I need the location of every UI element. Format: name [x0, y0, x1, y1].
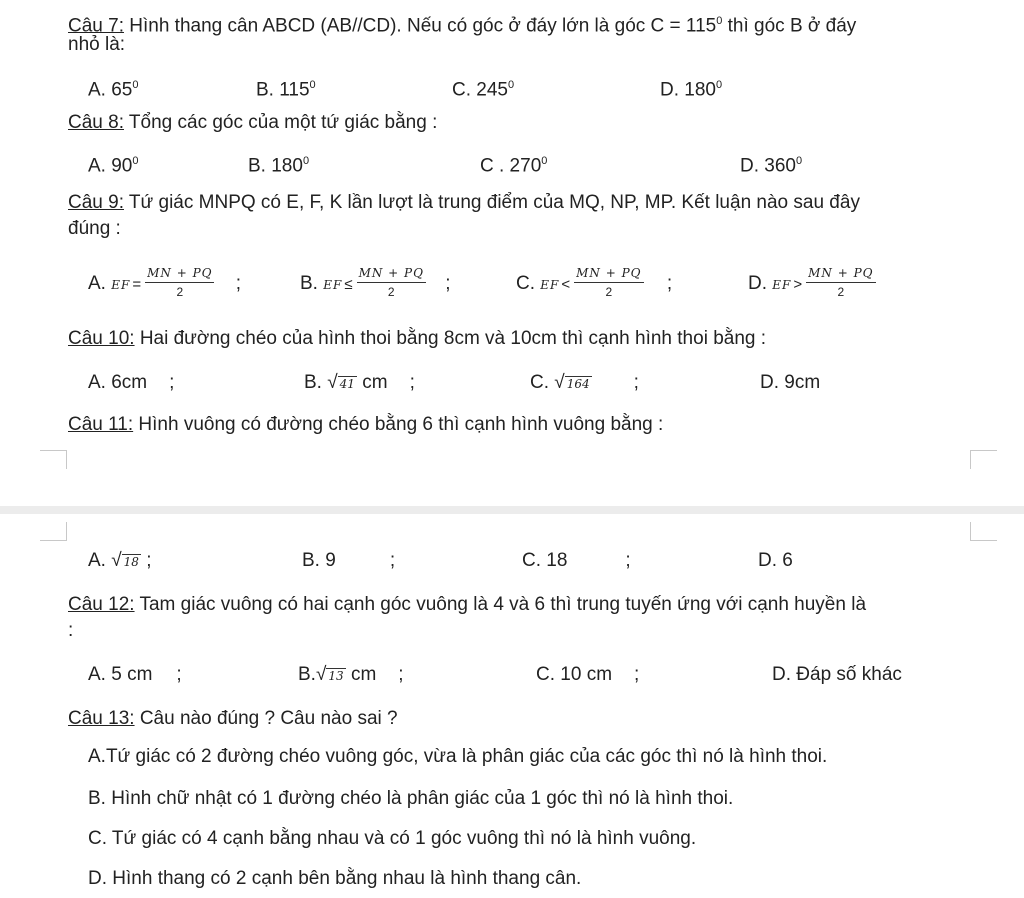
q12-option-b: B.√ 13 cm ;	[298, 664, 404, 685]
q9-option-a: A. EF = $\frac{MN + PQ}{2}$ ;	[88, 266, 242, 300]
question-11: Câu 11: Hình vuông có đường chéo bằng 6 thì cạnh hình vuông bằng :	[68, 414, 664, 435]
question-10-label: Câu 10:	[68, 328, 135, 349]
question-11-label: Câu 11:	[68, 414, 134, 435]
q11-option-c: C. 18 ;	[522, 550, 631, 571]
question-9-line-2: đúng :	[68, 218, 121, 239]
question-9-line-1: Câu 9: Tứ giác MNPQ có E, F, K lần lượt là trung điểm của MQ, NP, MP. Kết luận nào sau đây	[68, 192, 860, 213]
q13-statement-b: B. Hình chữ nhật có 1 đường chéo là phân giác của 1 góc thì nó là hình thoi.	[88, 788, 734, 809]
page-corner-mark	[970, 522, 997, 541]
q8-option-c: C . $270^0$	[480, 155, 548, 177]
q8-option-b: B. $180^0$	[248, 155, 310, 177]
question-13-label: Câu 13:	[68, 708, 135, 729]
q10-option-c: C. √ 164 ;	[530, 372, 639, 393]
q10-option-a: A. 6cm ;	[88, 372, 175, 393]
q8-option-a: A. $90^0$	[88, 155, 139, 177]
sqrt-41: √ 41	[327, 372, 355, 393]
question-10: Câu 10: Hai đường chéo của hình thoi bằng 8cm và 10cm thì cạnh hình thoi bằng :	[68, 328, 767, 349]
question-13: Câu 13: Câu nào đúng ? Câu nào sai ?	[68, 708, 398, 729]
q13-statement-a: A.Tứ giác có 2 đường chéo vuông góc, vừa là phân giác của các góc thì nó là hình thoi.	[88, 746, 828, 767]
question-12-label: Câu 12:	[68, 594, 135, 615]
page-corner-mark	[970, 450, 997, 469]
question-7-line-2: nhỏ là:	[68, 34, 126, 55]
question-8-label: Câu 8:	[68, 112, 124, 133]
q7-option-b: B. $115^0$	[256, 79, 316, 101]
sqrt-18: √ 18	[111, 550, 139, 571]
question-9-label: Câu 9:	[68, 192, 124, 213]
q12-option-a: A. 5 cm ;	[88, 664, 182, 685]
sqrt-164: √ 164	[554, 372, 590, 393]
q7-option-c: C. $245^0$	[452, 79, 515, 101]
q13-statement-d: D. Hình thang có 2 cạnh bên bằng nhau là hình thang cân.	[88, 868, 582, 889]
q8-option-d: D. $360^0$	[740, 155, 803, 177]
q7-option-d: D. $180^0$	[660, 79, 723, 101]
question-12-line-1: Câu 12: Tam giác vuông có hai cạnh góc vuông là 4 và 6 thì trung tuyến ứng với cạnh huyền là	[68, 594, 867, 615]
q10-option-b: B. √ 41 cm ;	[304, 372, 415, 393]
q11-option-d: D. 6	[758, 550, 793, 571]
page-corner-mark	[40, 450, 67, 469]
q13-statement-c: C. Tứ giác có 4 cạnh bằng nhau và có 1 góc vuông thì nó là hình vuông.	[88, 828, 697, 849]
question-7-line-1: Câu 7: Hình thang cân ABCD (AB//CD). Nếu có góc ở đáy lớn là góc $C = 115^0$ thì góc B ở đáy	[68, 15, 857, 37]
question-8: Câu 8: Tổng các góc của một tứ giác bằng :	[68, 112, 438, 133]
q9-option-c: C. EF < $\frac{MN + PQ}{2}$ ;	[516, 266, 673, 300]
page-separator	[0, 506, 1024, 514]
q9-option-d: D. EF > $\frac{MN + PQ}{2}$	[748, 266, 874, 300]
q10-option-d: D. 9cm	[760, 372, 821, 393]
q12-option-d: D. Đáp số khác	[772, 664, 902, 685]
question-7-label: Câu 7:	[68, 15, 124, 37]
question-12-line-2: :	[68, 620, 74, 641]
q11-option-b: B. 9 ;	[302, 550, 396, 571]
page-corner-mark	[40, 522, 67, 541]
q7-option-a: A. $65^0$	[88, 79, 139, 101]
sqrt-13: √ 13	[315, 664, 344, 685]
q12-option-c: C. 10 cm ;	[536, 664, 640, 685]
q11-option-a: A. √ 18 ;	[88, 550, 152, 571]
q9-option-b: B. EF ≤ $\frac{MN + PQ}{2}$ ;	[300, 266, 451, 300]
